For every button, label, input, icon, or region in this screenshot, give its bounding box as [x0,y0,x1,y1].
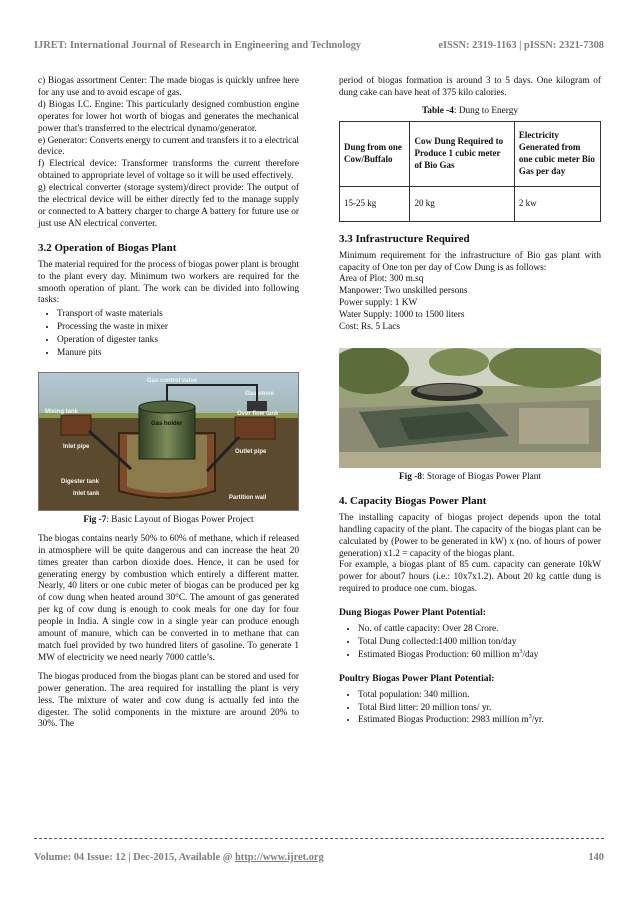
paragraph-storage: The biogas produced from the biogas plant can be stored and used for power generation. The area required for installing the plant is very less. The mixture of water and cow dung is actually fed into the digester. The solid components in the mixture are around 20% to 30%. The [38,671,299,730]
infra-line: Power supply: 1 KW [339,298,418,309]
paragraph-methane: The biogas contains nearly 50% to 60% of methane, which if released in atmosphere will be quite dangerous and can increase the heat 20 times greater than carbon dioxide does. Hence, it can be used for generating energy by combustion which entirely a different matter. Nearly, 40 liters or one cubic meter of biogas can be produced per kg of cow dung when heated around 30°C. The amount of gas generated per kg of cow dung is enough to cook meals for one day for four people in India. A single cow in a single year can produce enough amount of manure, which can be converted in to methane that can match fuel provided by two hundred liters of gasoline. To generate 1 MW of electricity we need nearly 7000 cattle’s. [38,533,299,663]
dung-to-energy-table [339,121,601,222]
paragraph-capacity: The installing capacity of biogas project depends upon the total handling capacity of the plant. The capacity of the biogas plant can be calculated by (Power to be generated in kW) x (no. of hours of power generation) x1.2 = capacity of the biogas plant. [339,512,601,559]
infra-line: Cost: Rs. 5 Lacs [339,322,400,333]
table-cell: 20 kg [410,186,514,221]
figure-8-caption: Fig -8: Storage of Biogas Power Plant [398,471,542,482]
table-header-cell: Cow Dung Required to Produce 1 cubic meter of Bio Gas [410,121,514,186]
list-item: • Transport of waste materials [57,309,299,321]
paragraph-generator: e) Generator: Converts energy to current and transfers it to a electrical device. [38,135,299,158]
list-item: • Estimated Biogas Production: 2983 million $m^3/yr$. [358,715,601,727]
paragraph-operation: The material required for the process of biogas power plant is brought to the plant every day. Minimum two workers are required for the smooth operation of plant. The work can be divided into following tasks: [38,259,299,306]
table-4-caption: Table -4: Dung to Energy [421,105,519,116]
label-outlet-pipe: Outlet pipe [235,448,267,455]
infra-line: Water Supply: 1000 to 1500 liters [339,310,465,321]
label-gas-control-valve: Gas control valve [147,377,198,384]
left-column [38,76,299,731]
label-overflow-tank: Over flow tank [237,410,279,417]
section-heading-3-3: 3.3 Infrastructure Required [339,232,470,245]
poultry-potential-list [339,690,601,728]
infra-line: Area of Plot: 300 m.sq [339,274,424,285]
poultry-potential-heading: Poultry Biogas Power Plant Potential: [339,672,495,684]
list-item: • Estimated Biogas Production: 60 million $m^3$/day [358,650,601,662]
table-header-cell: Electricity Generated from one cubic meter Bio Gas per day [514,121,600,186]
table-cell: 15-25 kg [340,186,410,221]
list-item: • No. of cattle capacity: Over 28 Crore. [358,624,601,636]
paragraph-converter: g) electrical converter (storage system)/direct provide: The output of the electrical device will be either directly fed to the manage supply or connected to A battery charger to charge A battery for future use or just use AN electrical converter. [38,183,299,229]
section-heading-4: 4. Capacity Biogas Power Plant [339,494,487,507]
footer-volume: Volume: 04 Issue: 12 | Dec-2015, Available @ http://www.ijret.org [34,852,324,863]
list-item: • Total Dung collected:1400 million ton/day [358,637,601,649]
table-row [340,186,601,221]
dung-potential-list [339,624,601,662]
paragraph-biogas-center: c) Biogas assortment Center: The made biogas is quickly unfree here for any use and to avoid escape of gas. [38,76,299,98]
list-item: • Total Bird litter: 20 million tons/ yr. [358,703,601,715]
table-header-row [340,121,601,186]
label-inlet-tank: Inlet tank [73,490,100,497]
list-item: • Operation of digester tanks [57,335,299,347]
figure-8-storage-photo [339,348,601,468]
table-cell: 2 kw [514,186,600,221]
list-item: • Total population: 340 million. [358,690,601,702]
table-header-cell: Dung from one Cow/Buffalo [340,121,410,186]
infra-line: Manpower: Two unskilled persons [339,286,468,297]
label-digester-tank: Digester tank [61,478,100,485]
running-footer [34,852,604,863]
label-inlet-pipe: Inlet pipe [63,443,90,450]
label-gas-holder: Gas holder [151,420,183,427]
list-item: • Manure pits [57,348,299,360]
storage-plant-photo [339,348,601,468]
paragraph-capacity-example: For example, a biogas plant of 85 cum. capacity can generate 10kW power for about7 hours (i.e.: 10x7x1.2). About 20 kg cattle dung is required to produce one cum. biogas. [339,560,601,595]
label-mixing-tank: Mixing tank [45,408,79,415]
task-list [38,309,299,360]
list-item: • Processing the waste in mixer [57,322,299,334]
paragraph-electrical-device: f) Electrical device: Transformer transforms the current therefore obtained to appropriate level of voltage so it will be used effectively. [38,159,299,182]
running-header [34,40,604,51]
label-partition-wall: Partition wall [229,494,267,501]
right-column [339,76,601,728]
issn: eISSN: 2319-1163 | pISSN: 2321-7308 [438,40,604,51]
paragraph-formation-period: period of biogas formation is around 3 to 5 days. One kilogram of dung cake can have heat of 375 kilo calories. [339,76,601,98]
paragraph-ic-engine: d) Biogas I.C. Engine: This particularly designed combustion engine operates for lower hot worth of biogas and generates the mechanical power that's transferred to the electrical dynamo/generator. [38,99,299,134]
dung-potential-heading: Dung Biogas Power Plant Potential: [339,607,486,619]
figure-7-biogas-layout [38,372,299,511]
page-number: 140 [588,852,604,863]
paragraph-infra-intro: Minimum requirement for the infrastructure of Bio gas plant with capacity of One ton per day of Cow Dung is as follows: [339,250,601,273]
label-gas-stove: Gas stove [245,390,274,397]
biogas-layout-diagram [39,373,298,510]
footer-divider [34,838,604,839]
section-heading-3-2: 3.2 Operation of Biogas Plant [38,241,177,254]
figure-7-caption: Fig -7: Basic Layout of Biogas Power Project [83,514,254,525]
journal-title: IJRET: International Journal of Research in Engineering and Technology [34,40,361,51]
journal-url-link[interactable]: http://www.ijret.org [235,852,324,863]
